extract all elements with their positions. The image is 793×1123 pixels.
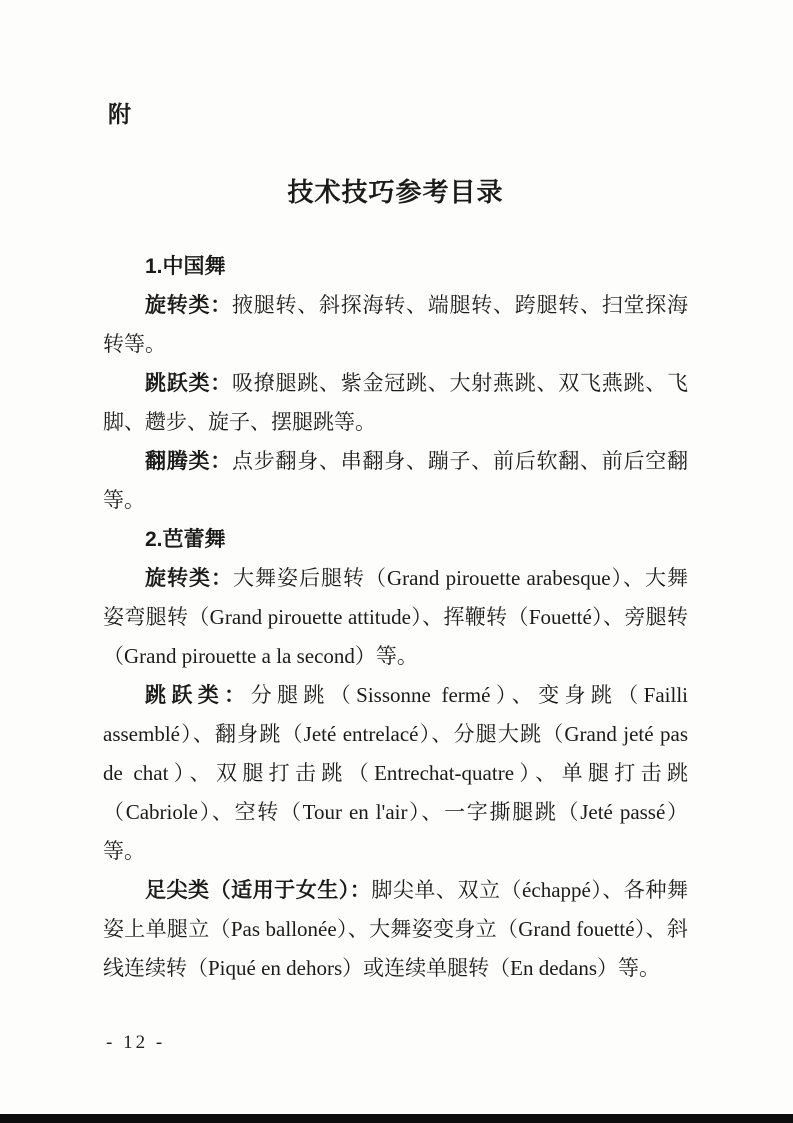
category-text-rotation: 掖腿转、斜探海转、端腿转、跨腿转、扫堂探海转等。 [103,293,688,356]
page-title: 技术技巧参考目录 [287,178,504,207]
category-label-tumbling: 翻腾类： [145,449,232,473]
scan-edge-artifact [0,1114,793,1123]
category-label-ballet-jumps: 跳跃类： [145,683,251,707]
paragraph-chinese-jumps [103,364,688,442]
category-text-ballet-jumps: 分腿跳（Sissonne fermé）、变身跳（Failli assemblé）、翻身跳（Jeté entrelacé）、分腿大跳（Grand jeté pas de chat）、双腿打击跳（Entrechat-quatre）、单腿打击跳（Cabriole）、空转（Tour en l'air）、一字撕腿跳（Jeté passé）等。 [103,683,689,863]
category-label-rotation: 旋转类： [145,293,232,317]
paragraph-ballet-pointe [103,871,688,988]
category-label-ballet-pointe: 足尖类（适用于女生）： [145,878,372,902]
section-heading-chinese-dance: 1.中国舞 [145,255,226,278]
category-text-ballet-pointe: 脚尖单、双立（échappé）、各种舞姿上单腿立（Pas ballonée）、大舞姿变身立（Grand fouetté）、斜线连续转（Piqué en dehors）或连续单腿转（En dedans）等。 [103,878,688,980]
paragraph-ballet-rotation [103,559,688,676]
paragraph-ballet-jumps [103,676,688,871]
paragraph-chinese-rotation [103,286,688,364]
category-text-jumps: 吸撩腿跳、紫金冠跳、大射燕跳、双飞燕跳、飞脚、趱步、旋子、摆腿跳等。 [103,371,688,434]
category-text-tumbling: 点步翻身、串翻身、蹦子、前后软翻、前后空翻等。 [103,449,688,512]
section-heading-ballet: 2.芭蕾舞 [145,528,226,551]
category-label-ballet-rotation: 旋转类： [145,566,233,590]
annex-label: 附 [108,102,131,127]
page-number: - 12 - [106,1032,166,1053]
category-text-ballet-rotation: 大舞姿后腿转（Grand pirouette arabesque）、大舞姿弯腿转（Grand pirouette attitude）、挥鞭转（Fouetté）、旁腿转（Grand pirouette a la second）等。 [103,566,688,668]
category-label-jumps: 跳跃类： [145,371,232,395]
document-body [103,247,688,988]
paragraph-chinese-tumbling [103,442,688,520]
